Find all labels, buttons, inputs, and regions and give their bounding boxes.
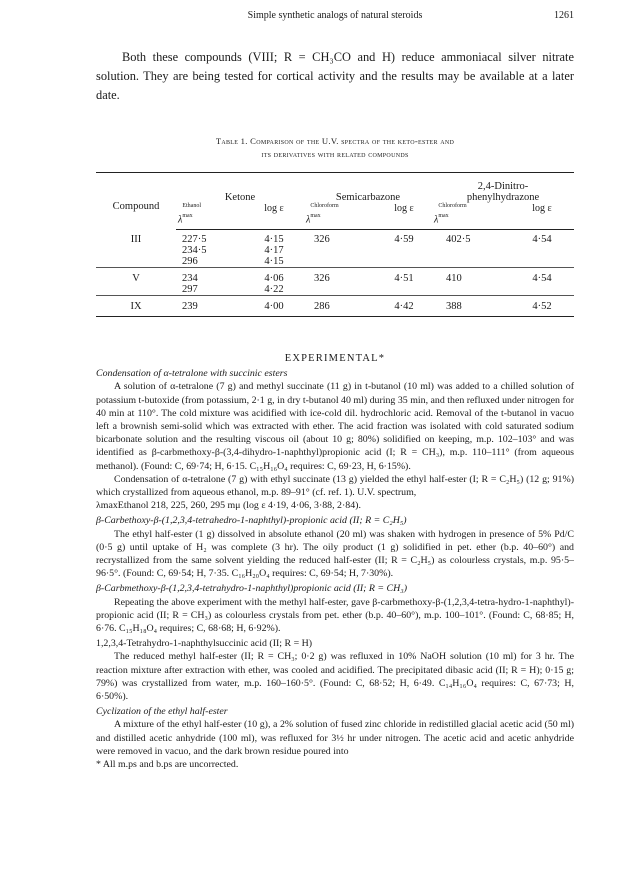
value: 4·17 xyxy=(264,245,284,257)
max-label: max xyxy=(310,213,321,220)
table-row xyxy=(96,296,574,317)
solvent-label: Chloroform xyxy=(438,203,467,209)
paragraph: A mixture of the ethyl half-ester (10 g), a 2% solution of fused zinc chloride in redistilled glacial acetic acid (50 ml) and distilled acetic anhydride (100 ml), was refluxed for 3½ hr under nitrogen. The acetic acid and acetic anhydride were removed in vacuo, and the dark brown residue poured into xyxy=(96,719,574,757)
table-row xyxy=(96,268,574,296)
dnp-log-cell: 4·54 xyxy=(510,268,574,296)
subsection-heading: β-Carbmethoxy-β-(1,2,3,4-tetrahydro-1-naphthyl)propionic acid (II; R = CH₃) xyxy=(96,583,407,595)
paragraph: The reduced methyl half-ester (II; R = CH₃; 0·2 g) was refluxed in 10% NaOH solution (10 ml) for 3 hr. The reaction mixture after extraction with ether, was cooled and acidified. The precipitated dibasic acid (II; R = H); 0·15 g; 79%) was crystallized from water, m.p. 160–160·5°. (Found: C, 68·52; H, 6·49. C₁₄H₁₆O₄ requires: C, 67·73; H, 6·50%). xyxy=(96,651,574,703)
value: 4·00 xyxy=(264,301,284,313)
semi-lambda-cell: 326 xyxy=(314,234,330,246)
value: 4·15 xyxy=(264,256,284,268)
ketone-log-header: log ε xyxy=(244,203,304,230)
semi-lambda-cell: 326 xyxy=(304,268,376,296)
value: 4·06 xyxy=(264,273,284,285)
page-number: 1261 xyxy=(554,10,574,21)
ketone-log-cell xyxy=(244,296,304,317)
group-dnp-header xyxy=(432,173,574,204)
ketone-lambda-header xyxy=(176,203,244,230)
value: 296 xyxy=(182,256,198,268)
group-dnp-line2: phenylhydrazone xyxy=(466,192,540,203)
paragraph: Repeating the above experiment with the methyl half-ester, gave β-carbmethoxy-β-(1,2,3,4-tetra-hydro-1-naphthyl)-propionic acid (II; R = CH₃) as colourless crystals from pet. ether (b.p. 40–60°), m.p. 100–101°. (Found: C, 68·85; H, 6·76. C₁₅H₁₈O₄ requires; C, 68·68; H, 6·92%). xyxy=(96,596,574,635)
value: 4·22 xyxy=(264,284,284,296)
dnp-lambda-header xyxy=(432,203,510,230)
table-group-header-row xyxy=(96,173,574,204)
lambda-symbol: λ xyxy=(178,214,183,226)
col-compound-header: Compound xyxy=(96,173,176,230)
running-header xyxy=(96,10,574,26)
compound-cell: IX xyxy=(96,296,176,317)
max-label: max xyxy=(182,213,193,220)
value: 234 xyxy=(182,273,198,285)
max-label: max xyxy=(438,213,449,220)
lambda-symbol: λ xyxy=(306,214,311,226)
experimental-heading: EXPERIMENTAL* xyxy=(284,353,386,364)
ketone-lambda-cell xyxy=(176,230,244,268)
ketone-lambda-cell xyxy=(176,268,244,296)
lambda-symbol: λ xyxy=(434,214,439,226)
dnp-lambda-cell: 402·5 xyxy=(446,234,471,246)
semi-lambda-cell: 286 xyxy=(304,296,376,317)
group-dnp-line1: 2,4-Dinitro- xyxy=(477,181,529,192)
subsection-heading: Condensation of α-tetralone with succinic esters xyxy=(96,368,288,380)
paragraph: A solution of α-tetralone (7 g) and methyl succinate (11 g) in t-butanol (10 ml) was added to a chilled solution of potassium t-butoxide (from potassium, 2·1 g, in dry t-butanol 40 ml) during 35 min, and then refluxed under nitrogen for 40 min at 110°. The cold mixture was acidified with ice-cold dil. hydrochloric acid. Removal of the t-butanol in vacuo left a brownish semi-solid which was extracted with ether. The acid fraction was isolated with cold saturated sodium bicarbonate solution and the resulting viscous oil (about 10 g; 80%) solidified on keeping, m.p. 102–103° and was identified as β-carbmethoxy-β-(3,4-dihydro-1-naphthyl)propionic acid (I; R = CH₃), m.p. 110–111° (from aqueous methanol). (Found: C, 69·74; H, 6·15. C₁₅H₁₆O₄ requires: C, 69·23, H, 6·15%). xyxy=(96,381,574,472)
table-row xyxy=(96,230,574,268)
subsection-heading: β-Carbethoxy-β-(1,2,3,4-tetrahedro-1-naphthyl)-propionic acid (II; R = C₂H₅) xyxy=(96,515,407,527)
semi-lambda-header xyxy=(304,203,376,230)
semi-log-cell: 4·59 xyxy=(394,234,414,246)
value: 239 xyxy=(182,301,198,313)
intro-paragraph: Both these compounds (VIII; R = CH₃CO and H) reduce ammoniacal silver nitrate solution. They are being tested for cortical activity and the results may be available at a later date. xyxy=(96,50,574,102)
solvent-label: Ethanol xyxy=(182,203,202,209)
group-ketone-header: Ketone xyxy=(176,173,304,204)
subsection-heading: 1,2,3,4-Tetrahydro-1-naphthylsuccinic acid (II; R = H) xyxy=(96,638,313,650)
subsection-heading: Cyclization of the ethyl half-ester xyxy=(96,706,228,718)
table-caption-line1: Table 1. Comparison of the U.V. spectra of the keto-ester and xyxy=(215,136,455,146)
experimental-section xyxy=(96,352,574,771)
table-caption-line2: its derivatives with related compounds xyxy=(261,149,409,159)
table-caption xyxy=(96,135,574,161)
semi-log-cell: 4·42 xyxy=(376,296,432,317)
semi-log-cell: 4·51 xyxy=(376,268,432,296)
running-title: Simple synthetic analogs of natural steroids xyxy=(247,10,423,21)
value: 227·5 xyxy=(182,234,207,246)
ketone-lambda-cell xyxy=(176,296,244,317)
paragraph: The ethyl half-ester (1 g) dissolved in absolute ethanol (20 ml) was shaken with hydrogen in presence of 5% Pd/C (0·5 g) until uptake of H₂ was complete (3 hr). The oily product (1 g) solidified in pet. ether (b.p. 40–60°) and recrystallized from the same solvent yielding the reduced half-ester (II; R = C₂H₅) as colourless crystals, m.p. 95·5–96·5°. (Found: C, 69·54; H, 7·35. C₁₆H₂₀O₄ requires: C, 69·54; H, 7·30%). xyxy=(96,528,574,580)
ketone-log-cell xyxy=(244,230,304,268)
compound-cell: V xyxy=(96,268,176,296)
uv-spectra-table xyxy=(96,172,574,317)
footnote: * All m.ps and b.ps are uncorrected. xyxy=(96,759,239,771)
paragraph: Condensation of α-tetralone (7 g) with ethyl succinate (13 g) yielded the ethyl half-ester (I; R = C₂H₅) (12 g; 91%) which crystallized from aqueous ethanol, m.p. 89–91° (cf. ref. 1). U.V. spectrum, xyxy=(96,473,574,499)
dnp-log-cell: 4·52 xyxy=(510,296,574,317)
uv-spectrum-line: λmaxEthanol 218, 225, 260, 295 mμ (log ε 4·19, 4·06, 3·88, 2·84). xyxy=(96,500,361,512)
dnp-lambda-cell: 410 xyxy=(432,268,510,296)
semi-log-header: log ε xyxy=(376,203,432,230)
value: 234·5 xyxy=(182,245,207,257)
solvent-label: Chloroform xyxy=(310,203,339,209)
ketone-log-cell xyxy=(244,268,304,296)
value: 4·15 xyxy=(264,234,284,246)
value: 297 xyxy=(182,284,198,296)
compound-cell: III xyxy=(130,233,142,245)
group-semicarbazone-header: Semicarbazone xyxy=(304,173,432,204)
dnp-log-header: log ε xyxy=(510,203,574,230)
dnp-lambda-cell: 388 xyxy=(432,296,510,317)
dnp-log-cell: 4·54 xyxy=(532,234,552,246)
